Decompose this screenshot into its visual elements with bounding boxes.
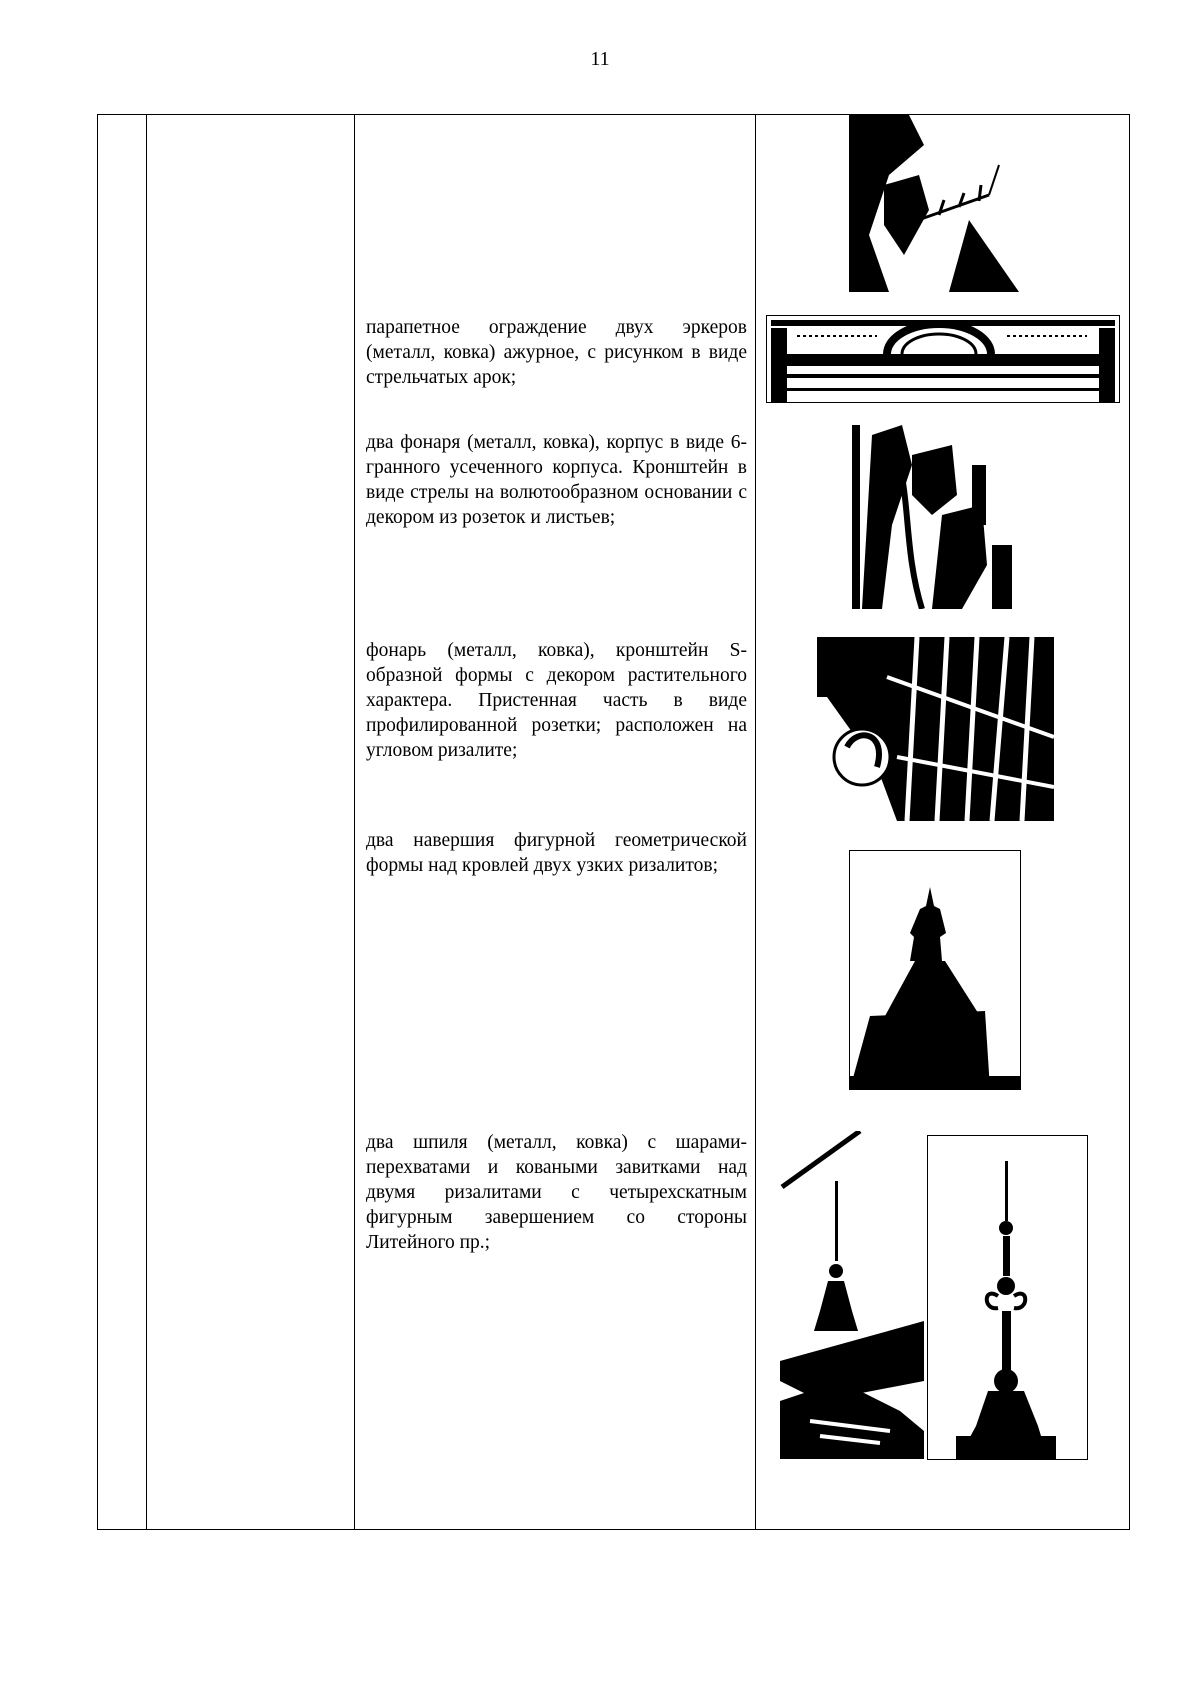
item-description: фонарь (металл, ковка), кронштейн S-образной формы с декором растительного характера. Пристенная часть в виде профилированной розетки; расположен на угловом ризалите; xyxy=(366,640,747,761)
corner-lantern-photo xyxy=(817,637,1054,821)
item-description: два шпиля (металл, ковка) с шарами-перехватами и коваными завитками над двумя ризалитами с четырехскатным фигурным завершением со стороны Литейного пр.; xyxy=(366,1132,747,1253)
lantern-photo xyxy=(852,425,1015,609)
spire-photo xyxy=(927,1135,1088,1460)
finial-photo xyxy=(849,850,1021,1090)
item-description: два навершия фигурной геометрической формы над кровлей двух узких ризалитов; xyxy=(366,830,747,876)
column-divider xyxy=(755,115,756,1529)
column-divider xyxy=(146,115,147,1529)
parapet-railing-photo xyxy=(766,315,1120,403)
item-description: два фонаря (металл, ковка), корпус в виде 6-гранного усеченного корпуса. Кронштейн в виде стрелы на волютообразном основании с декором из розеток и листьев; xyxy=(366,432,747,528)
page-number: 11 xyxy=(590,48,610,70)
column-divider xyxy=(354,115,355,1529)
heritage-table xyxy=(97,114,1130,1530)
item-description: парапетное ограждение двух эркеров (металл, ковка) ажурное, с рисунком в виде стрельчатых арок; xyxy=(366,317,747,388)
spire-photo xyxy=(780,1131,924,1459)
wall-fragment-photo xyxy=(849,115,1019,292)
